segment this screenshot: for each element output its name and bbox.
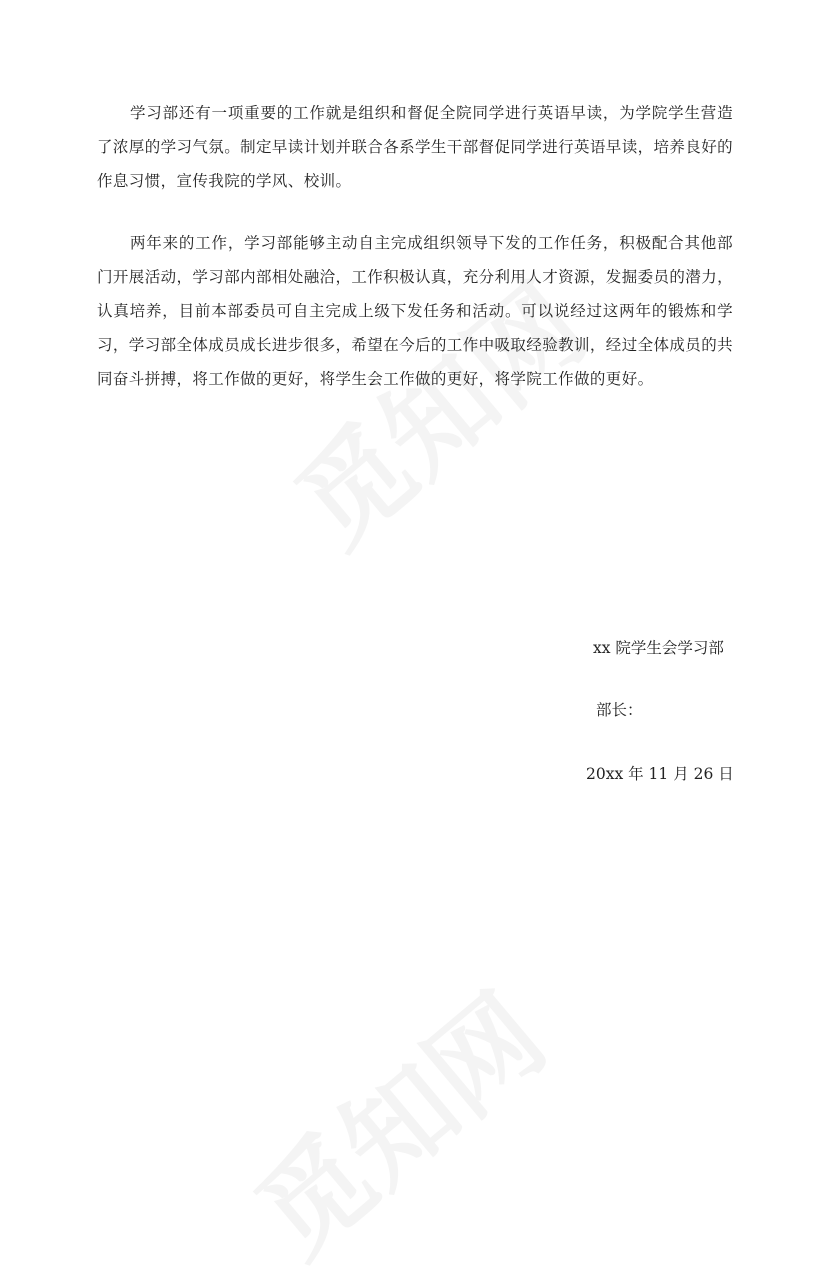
signature-department: xx 院学生会学习部 xyxy=(593,639,724,657)
watermark xyxy=(218,952,572,1285)
body-paragraph: 两年来的工作，学习部能够主动自主完成组织领导下发的工作任务，积极配合其他部门开展活动，学习部内部相处融洽，工作积极认真，充分利用人才资源，发掘委员的潜力，认真培养，目前本部委员可自主完成上级下发任务和活动。可以说经过这两年的锻炼和学习，学习部全体成员成长进步很多，希望在今后的工作中吸取经验教训，经过全体成员的共同奋斗拼搏，将工作做的更好，将学生会工作做的更好，将学院工作做的更好。 xyxy=(97,234,734,388)
body-paragraph: 学习部还有一项重要的工作就是组织和督促全院同学进行英语早读，为学院学生营造了浓厚的学习气氛。制定早读计划并联合各系学生干部督促同学进行英语早读，培养良好的作息习惯，宣传我院的学风、校训。 xyxy=(97,104,734,190)
signature-date: 20xx 年 11 月 26 日 xyxy=(586,765,734,783)
signature-title: 部长： xyxy=(596,701,643,719)
